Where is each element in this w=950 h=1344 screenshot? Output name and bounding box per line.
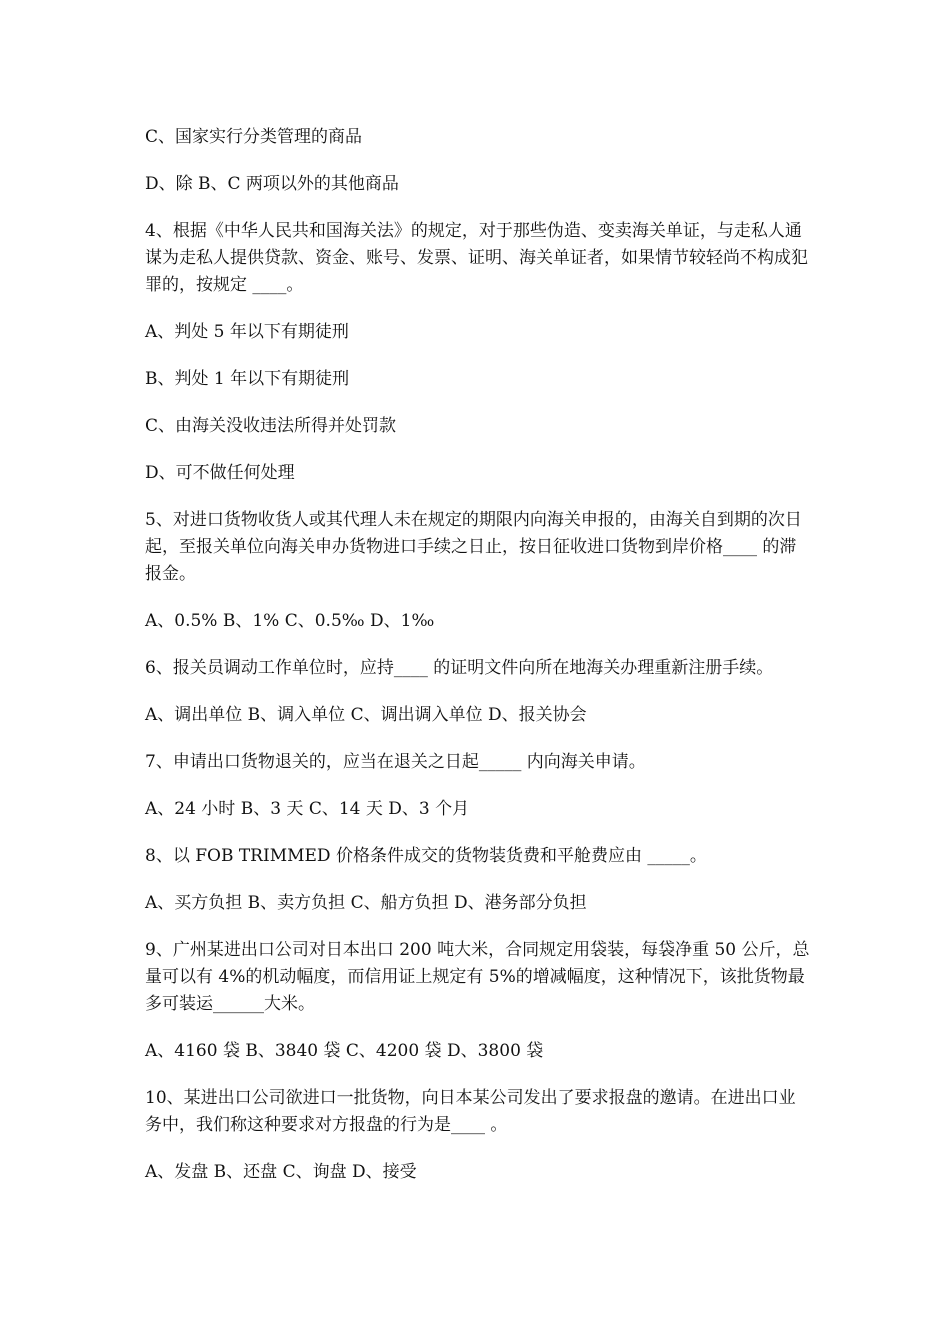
question-8: 8、以 FOB TRIMMED 价格条件成交的货物装货费和平舱费应由 _____。 [145, 846, 707, 866]
question-5: 5、对进口货物收货人或其代理人未在规定的期限内向海关申报的，由海关自到期的次日起，至报关单位向海关申办货物进口手续之日止，按日征收进口货物到岸价格____ 的滞报金。 [145, 510, 802, 584]
question-9: 9、广州某进出口公司对日本出口 200 吨大米，合同规定用袋装，每袋净重 50 公斤，总量可以有 4%的机动幅度，而信用证上规定有 5%的增减幅度，这种情况下，该批货物最多可装运______大米。 [145, 940, 810, 1014]
options-5: A、0.5% B、1% C、0.5‰ D、1‰ [145, 611, 435, 631]
document-body [145, 124, 810, 1206]
options-6: A、调出单位 B、调入单位 C、调出调入单位 D、报关协会 [145, 705, 587, 725]
option-4d: D、可不做任何处理 [145, 463, 295, 483]
option-3d: D、除 B、C 两项以外的其他商品 [145, 174, 399, 194]
option-4b: B、判处 1 年以下有期徒刑 [145, 369, 350, 389]
question-4: 4、根据《中华人民共和国海关法》的规定，对于那些伪造、变卖海关单证，与走私人通谋为走私人提供贷款、资金、账号、发票、证明、海关单证者，如果情节较轻尚不构成犯罪的，按规定 ____。 [145, 221, 808, 295]
options-9: A、4160 袋 B、3840 袋 C、4200 袋 D、3800 袋 [145, 1041, 544, 1061]
options-8: A、买方负担 B、卖方负担 C、船方负担 D、港务部分负担 [145, 893, 587, 913]
question-6: 6、报关员调动工作单位时，应持____ 的证明文件向所在地海关办理重新注册手续。 [145, 658, 774, 678]
option-3c: C、国家实行分类管理的商品 [145, 127, 363, 147]
options-7: A、24 小时 B、3 天 C、14 天 D、3 个月 [145, 799, 470, 819]
question-10: 10、某进出口公司欲进口一批货物，向日本某公司发出了要求报盘的邀请。在进出口业务中，我们称这种要求对方报盘的行为是____ 。 [145, 1088, 796, 1135]
option-4c: C、由海关没收违法所得并处罚款 [145, 416, 397, 436]
question-7: 7、申请出口货物退关的，应当在退关之日起_____ 内向海关申请。 [145, 752, 646, 772]
options-10: A、发盘 B、还盘 C、询盘 D、接受 [145, 1162, 417, 1182]
option-4a: A、判处 5 年以下有期徒刑 [145, 322, 349, 342]
